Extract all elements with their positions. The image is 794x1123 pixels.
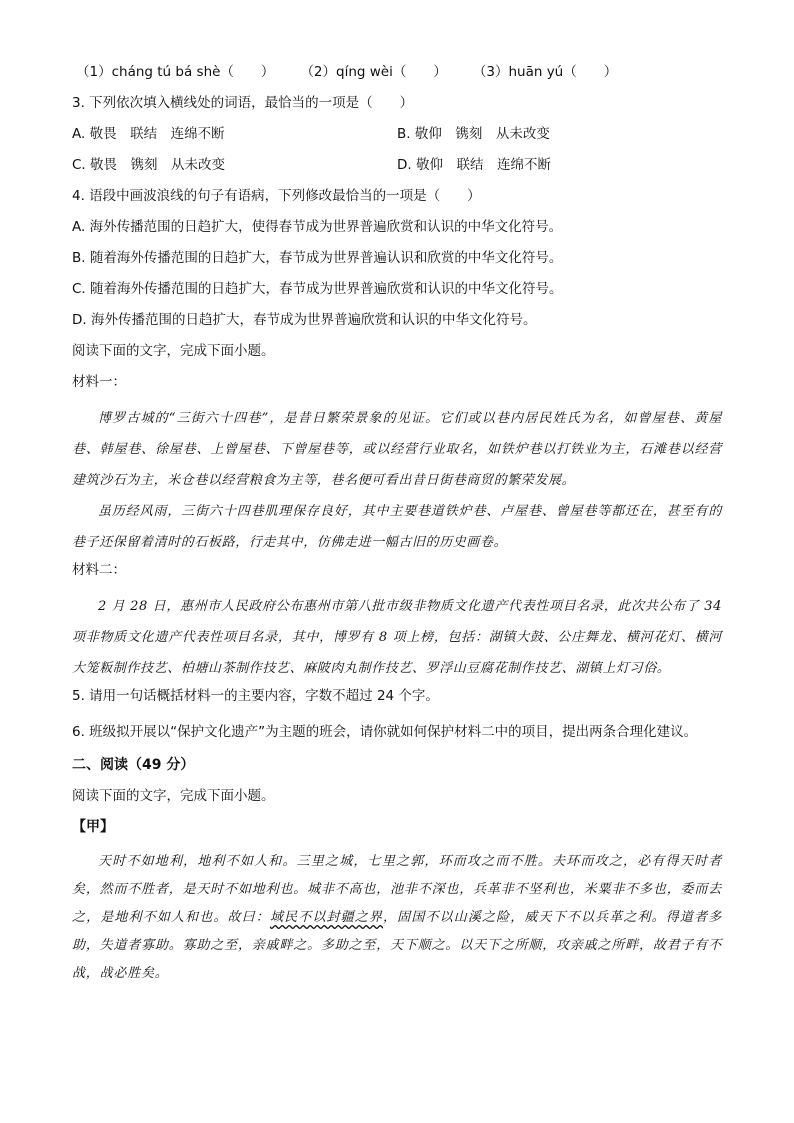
q4-option-a: A. 海外传播范围的日趋扩大，使得春节成为世界普遍欣赏和认识的中华文化符号。 [72, 219, 563, 235]
q4-option-b: B. 随着海外传播范围的日趋扩大，春节成为世界普遍认识和欣赏的中华文化符号。 [72, 250, 563, 266]
q3-option-a: A. 敬畏 联结 连绵不断 [72, 126, 225, 142]
reading-intro: 阅读下面的文字，完成下面小题。 [72, 343, 275, 359]
section-2-title: 二、阅读（49 分） [72, 757, 195, 773]
pinyin-item-3: （3）huān yú（ ） [472, 64, 618, 80]
pinyin-item-1: （1）cháng tú bá shè（ ） [76, 64, 275, 80]
material1-label: 材料一： [72, 374, 126, 390]
q4-stem: 4. 语段中画波浪线的句子有语病，下列修改最恰当的一项是（ ） [72, 188, 481, 204]
material1-paragraph-1: 博罗古城的“三街六十四巷”，是昔日繁荣景象的见证。它们或以巷内居民姓氏为名，如曾屋巷、黄屋巷、韩屋巷、徐屋巷、上曾屋巷、下曾屋巷等，或以经营行业取名，如铁炉巷以打铁业为主，石滩巷以经营建筑沙石为主，米仓巷以经营粮食为主等，巷名便可看出昔日街巷商贸的繁荣发展。 [72, 411, 722, 488]
q3-option-b: B. 敬仰 镌刻 从未改变 [397, 126, 550, 142]
q3-options-row-1 [72, 124, 722, 144]
passage-text-after: ，固国不以山溪之险，威天下不以兵革之利。得道者多助，失道者寡助。寡助之至，亲戚畔之。多助之至，天下顺之。以天下之所顺，攻亲戚之所畔，故君子有不战，战必胜矣。 [72, 910, 723, 981]
q5-stem: 5. 请用一句话概括材料一的主要内容，字数不超过 24 个字。 [72, 688, 439, 704]
passage-text-before: 天时不如地利，地利不如人和。三里之城，七里之郭，环而攻之而不胜。夫环而攻之，必有得天时者矣，然而不胜者，是天时不如地利也。城非不高也，池非不深也，兵革非不坚利也，米粟非不多也，委而去之，是地利不如人和也。故曰： [72, 854, 722, 925]
q3-option-d: D. 敬仰 联结 连绵不断 [397, 157, 551, 173]
pinyin-item-2: （2）qíng wèi（ ） [300, 64, 447, 80]
wavy-underlined-sentence: 域民不以封疆之界 [269, 910, 384, 925]
q3-options-row-2 [72, 155, 722, 175]
q4-option-d: D. 海外传播范围的日趋扩大，春节成为世界普遍欣赏和认识的中华文化符号。 [72, 312, 537, 328]
material2-label: 材料二： [72, 562, 126, 578]
reading-intro-2: 阅读下面的文字，完成下面小题。 [72, 788, 275, 804]
q2-pinyin-row [72, 62, 722, 82]
material2-paragraph-1: 2 月 28 日，惠州市人民政府公布惠州市第八批市级非物质文化遗产代表性项目名录，此次共公布了 34 项非物质文化遗产代表性项目名录，其中，博罗有 8 项上榜，包括：湖镇大鼓、公庄舞龙、横河花灯、横河大笼粄制作技艺、柏塘山茶制作技艺、麻陂肉丸制作技艺、罗浮山豆腐花制作技艺、湖镇上灯习俗。 [72, 599, 722, 676]
exam-page [72, 62, 722, 988]
classical-passage [72, 848, 722, 988]
q6-stem: 6. 班级拟开展以“保护文化遗产”为主题的班会，请你就如何保护材料二中的项目，提出两条合理化建议。 [72, 724, 698, 740]
material1-paragraph-2: 虽历经风雨，三街六十四巷肌理保存良好，其中主要巷道铁炉巷、卢屋巷、曾屋巷等都还在，甚至有的巷子还保留着清时的石板路，行走其中，仿佛走进一幅古旧的历史画卷。 [72, 504, 722, 550]
q4-option-c: C. 随着海外传播范围的日趋扩大，春节成为世界普遍欣赏和认识的中华文化符号。 [72, 281, 563, 297]
passage-jia-label: 【甲】 [72, 819, 114, 835]
q3-option-c: C. 敬畏 镌刻 从未改变 [72, 157, 226, 173]
q3-stem: 3. 下列依次填入横线处的词语，最恰当的一项是（ ） [72, 95, 414, 111]
